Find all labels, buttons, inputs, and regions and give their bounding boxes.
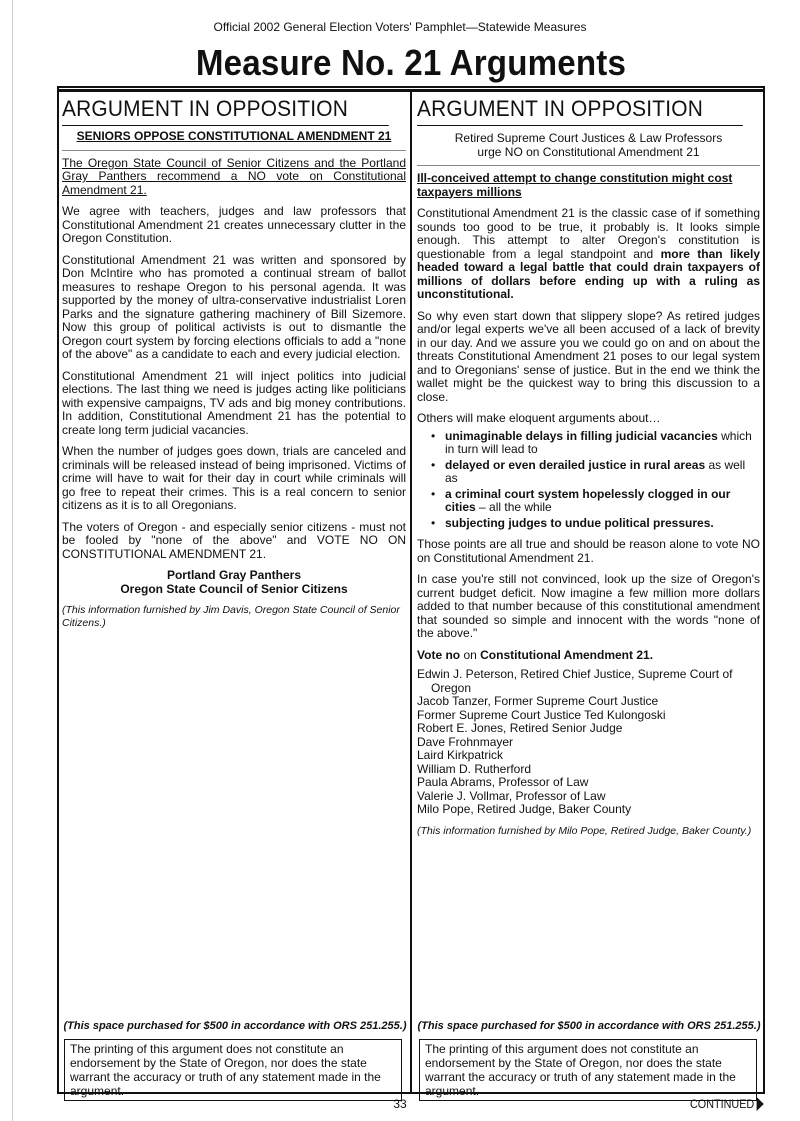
list-item: Paula Abrams, Professor of Law [417, 775, 589, 789]
page-edge-line [12, 0, 13, 1121]
right-argument [414, 92, 762, 838]
left-intro: The Oregon State Council of Senior Citizens and the Portland Gray Panthers recommend a NO vote on Constitutional Amendment 21. [62, 155, 406, 197]
bullet-text: – all the while [475, 500, 552, 514]
list-item: Valerie J. Vollmar, Professor of Law [417, 788, 606, 803]
left-paragraph-5: The voters of Oregon - and especially senior citizens - must not be fooled by "none of the above" and VOTE NO ON CONSTITUTIONAL AMENDMENT 21. [62, 519, 406, 561]
list-item [431, 459, 760, 486]
page-number: 33 [393, 1097, 407, 1111]
right-paragraph-1-text: Constitutional Amendment 21 is the classic case of if something sounds too good to be true, it probably is. It looks simple enough. This attempt to alter Oregon's constitution is questionable from a legal standpoint and [417, 206, 760, 261]
left-subheading: SENIORS OPPOSE CONSTITUTIONAL AMENDMENT 21 [76, 129, 392, 143]
argument-bullet-list [417, 430, 760, 531]
vote-on: on [460, 647, 481, 662]
arrow-right-icon [757, 1097, 764, 1111]
right-subheading: Ill-conceived attempt to change constitution might cost taxpayers millions [417, 171, 733, 199]
right-purchase-note: (This space purchased for $500 in accordance with ORS 251.255.) [417, 1020, 761, 1032]
continued-text: CONTINUED [690, 1097, 755, 1111]
left-signature-2: Oregon State Council of Senior Citizens [120, 581, 348, 596]
right-paragraph-2: So why even start down that slippery slope? As retired judges and/or legal experts we've all been accused of a lack of brevity in our day. And we assure you we could go on and on about the threats Constitutional Amendment 21 poses to our legal system and to Oregonians' sense of justice. But in the end we think the wallet might be the quickest way to bring this discussion to a close. [417, 308, 760, 404]
continued-label [690, 1097, 764, 1111]
left-paragraph-2: Constitutional Amendment 21 was written and sponsored by Don McIntire who has promoted a continual stream of ballot measures to reshape Oregon to his personal agenda. It was supported by the money of ultra-conservative industrialist Loren Parks and the signature gathering machinery of Bill Sizemore. Now this group of political activists is out to dismantle the Oregon court system by forcing elections officials to add a "none of the above" as a candidate to each and every judicial election. [62, 252, 406, 361]
left-argument [60, 92, 408, 630]
right-furnished-by: (This information furnished by Milo Pope, Retired Judge, Baker County.) [417, 824, 752, 837]
list-item: Edwin J. Peterson, Retired Chief Justice, Supreme Court of [417, 667, 733, 681]
left-paragraph-4: When the number of judges goes down, trials are canceled and criminals will be released instead of being imprisoned. Victims of crime will have to wait for their day in court while criminals will go free to repeat their crimes. This is a real concern to senior citizens as it is to all Oregonians. [62, 444, 406, 512]
bullet-bold: a criminal court system hopelessly clogged in our cities [445, 486, 731, 514]
list-item [431, 488, 760, 515]
left-signature-1: Portland Gray Panthers [166, 568, 302, 582]
bullet-text: which in turn will lead to [445, 428, 752, 456]
column-divider [410, 92, 412, 1094]
list-item: Oregon [431, 680, 472, 695]
list-item: Former Supreme Court Justice Ted Kulongoski [417, 707, 666, 722]
divider [62, 150, 406, 151]
right-vote-line [417, 649, 760, 663]
bullet-bold: subjecting judges to undue political pressures. [445, 515, 714, 530]
list-item [431, 430, 760, 457]
vote-no: Vote no [417, 647, 461, 662]
right-paragraph-4: Those points are all true and should be reason alone to vote NO on Constitutional Amendment 21. [417, 537, 760, 565]
right-paragraph-1 [417, 207, 760, 302]
page-title: Measure No. 21 Arguments [195, 42, 627, 83]
right-disclaimer: The printing of this argument does not constitute an endorsement by the State of Oregon, nor does the state warrant the accuracy or truth of any statement made in the argument. [419, 1039, 757, 1101]
running-header: Official 2002 General Election Voters' Pamphlet—Statewide Measures [213, 20, 587, 34]
bullet-bold: unimaginable delays in filling judicial vacancies [445, 428, 718, 443]
right-paragraph-1-emphasis: more than likely headed toward a legal battle that could drain taxpayers of millions of dollars before ending up with a ruling as unconstitutional. [417, 246, 760, 301]
list-item: Milo Pope, Retired Judge, Baker County [417, 802, 632, 816]
right-intro-line-1: Retired Supreme Court Justices & Law Professors [454, 131, 723, 145]
left-paragraph-3: Constitutional Amendment 21 will inject politics into judicial elections. The last thing we need is judges acting like politicians with expensive campaigns, TV ads and big money contributions. In addition, Constitutional Amendment 21 has the potential to create long term judicial vacancies. [62, 368, 406, 437]
bullet-text: as well as [445, 457, 746, 485]
right-paragraph-3: Others will make eloquent arguments about… [417, 411, 661, 425]
right-heading: ARGUMENT IN OPPOSITION [417, 96, 743, 126]
list-item [431, 517, 760, 531]
signer-list [417, 668, 760, 817]
left-heading: ARGUMENT IN OPPOSITION [62, 96, 389, 126]
list-item: Dave Frohnmayer [417, 734, 514, 749]
left-paragraph-1: We agree with teachers, judges and law professors that Constitutional Amendment 21 creates unnecessary clutter in the Oregon Constitution. [62, 204, 406, 245]
list-item: Laird Kirkpatrick [417, 748, 504, 762]
bullet-bold: delayed or even derailed justice in rural areas [445, 457, 706, 472]
list-item: Jacob Tanzer, Former Supreme Court Justice [417, 694, 659, 708]
right-paragraph-5: In case you're still not convinced, look up the size of Oregon's current budget deficit. Now imagine a few million more dollars added to that number because of this constitutional amendment that sounded so simple and innocent with the words "none of the above." [417, 572, 760, 640]
divider [417, 165, 760, 166]
left-furnished-by: (This information furnished by Jim Davis, Oregon State Council of Senior Citizens.) [62, 604, 400, 629]
right-intro-line-2: urge NO on Constitutional Amendment 21 [477, 144, 700, 159]
left-purchase-note: (This space purchased for $500 in accordance with ORS 251.255.) [63, 1020, 407, 1032]
vote-measure: Constitutional Amendment 21. [480, 647, 654, 662]
list-item: William D. Rutherford [417, 761, 532, 776]
list-item: Robert E. Jones, Retired Senior Judge [417, 721, 623, 735]
left-disclaimer: The printing of this argument does not constitute an endorsement by the State of Oregon, nor does the state warrant the accuracy or truth of any statement made in the argument. [64, 1039, 402, 1101]
